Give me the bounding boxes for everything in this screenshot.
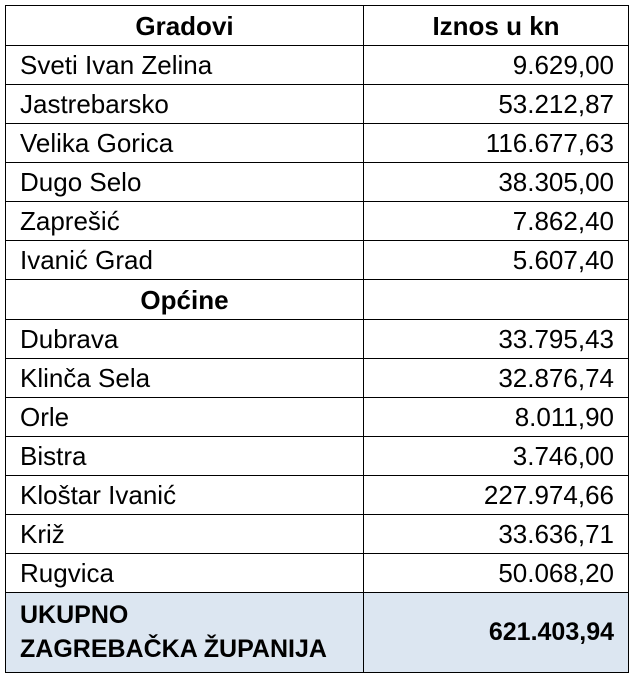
amounts-table-container bbox=[5, 5, 628, 673]
table-row bbox=[6, 202, 629, 241]
row-amount: 50.068,20 bbox=[364, 554, 629, 593]
row-amount: 116.677,63 bbox=[364, 124, 629, 163]
header-gradovi: Gradovi bbox=[6, 6, 364, 46]
table-row bbox=[6, 46, 629, 85]
row-amount: 7.862,40 bbox=[364, 202, 629, 241]
total-amount: 621.403,94 bbox=[364, 593, 629, 673]
total-label-line2: ZAGREBAČKA ŽUPANIJA bbox=[20, 634, 327, 663]
table-row bbox=[6, 398, 629, 437]
table-row bbox=[6, 515, 629, 554]
table-header-row bbox=[6, 6, 629, 46]
row-name: Bistra bbox=[6, 437, 364, 476]
row-name: Križ bbox=[6, 515, 364, 554]
total-label-line1: UKUPNO bbox=[20, 600, 129, 629]
row-amount: 33.795,43 bbox=[364, 320, 629, 359]
row-name: Klinča Sela bbox=[6, 359, 364, 398]
row-name: Dubrava bbox=[6, 320, 364, 359]
row-amount: 8.011,90 bbox=[364, 398, 629, 437]
header-iznos: Iznos u kn bbox=[364, 6, 629, 46]
row-amount: 38.305,00 bbox=[364, 163, 629, 202]
table-row bbox=[6, 241, 629, 280]
row-name: Zaprešić bbox=[6, 202, 364, 241]
subheader-empty-cell bbox=[364, 280, 629, 320]
row-name: Velika Gorica bbox=[6, 124, 364, 163]
amounts-table bbox=[5, 5, 629, 673]
table-row bbox=[6, 85, 629, 124]
opcine-subheader-row bbox=[6, 280, 629, 320]
row-name: Ivanić Grad bbox=[6, 241, 364, 280]
row-amount: 32.876,74 bbox=[364, 359, 629, 398]
table-row bbox=[6, 124, 629, 163]
row-name: Rugvica bbox=[6, 554, 364, 593]
row-name: Kloštar Ivanić bbox=[6, 476, 364, 515]
table-row bbox=[6, 437, 629, 476]
row-amount: 53.212,87 bbox=[364, 85, 629, 124]
row-amount: 9.629,00 bbox=[364, 46, 629, 85]
row-name: Dugo Selo bbox=[6, 163, 364, 202]
table-row bbox=[6, 476, 629, 515]
row-name: Orle bbox=[6, 398, 364, 437]
total-row bbox=[6, 593, 629, 673]
subheader-opcine: Općine bbox=[6, 280, 364, 320]
table-row bbox=[6, 359, 629, 398]
total-label bbox=[6, 593, 364, 673]
row-amount: 5.607,40 bbox=[364, 241, 629, 280]
table-row bbox=[6, 554, 629, 593]
row-amount: 227.974,66 bbox=[364, 476, 629, 515]
row-amount: 33.636,71 bbox=[364, 515, 629, 554]
row-name: Sveti Ivan Zelina bbox=[6, 46, 364, 85]
row-name: Jastrebarsko bbox=[6, 85, 364, 124]
table-row bbox=[6, 163, 629, 202]
row-amount: 3.746,00 bbox=[364, 437, 629, 476]
table-row bbox=[6, 320, 629, 359]
